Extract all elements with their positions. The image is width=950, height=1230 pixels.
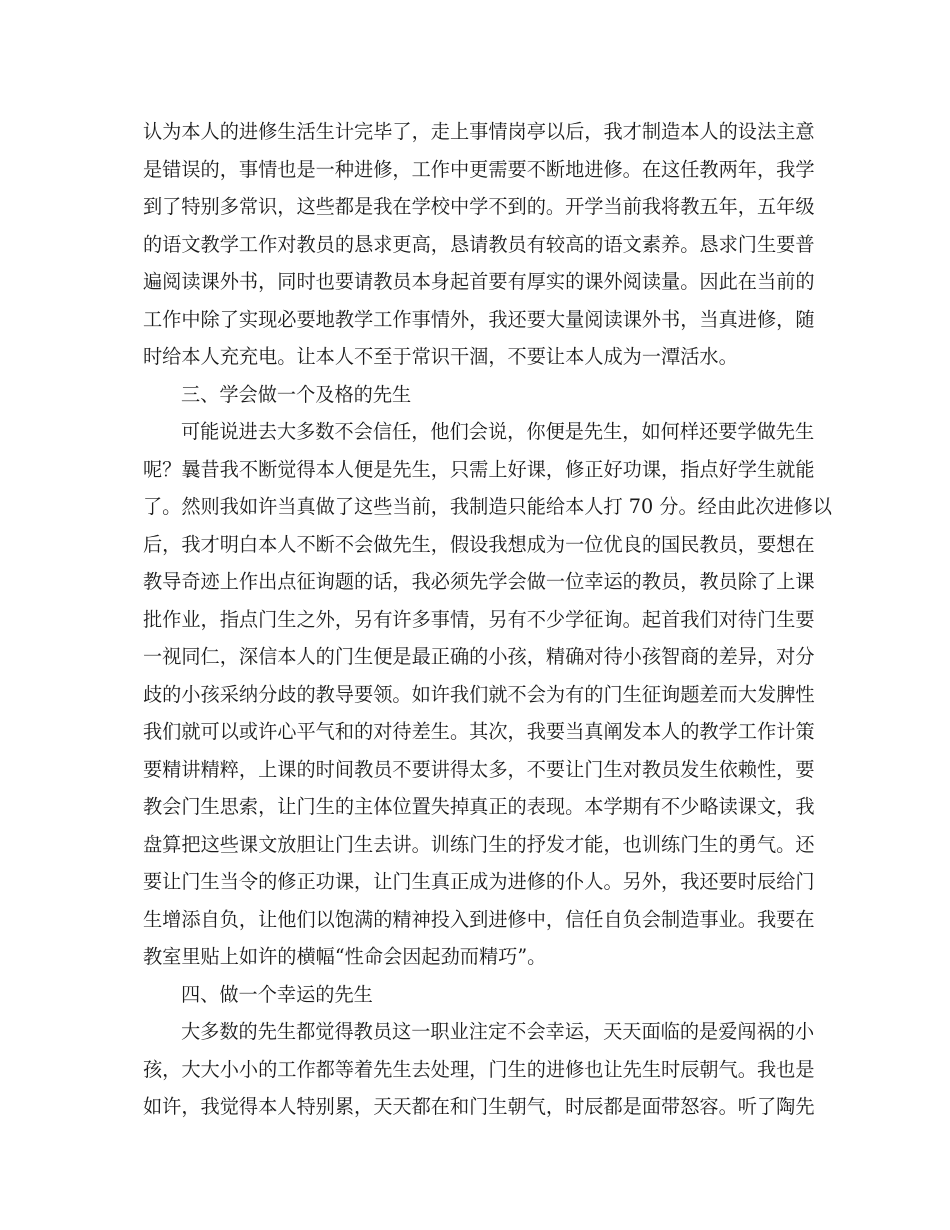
text-line: 后，我才明白本人不断不会做先生，假设我想成为一位优良的国民教员，要想在: [143, 532, 815, 556]
section-heading: 三、学会做一个及格的先生: [181, 382, 412, 406]
text-line: 要精讲精粹，上课的时间教员不要讲得太多，不要让门生对教员发生依赖性，要: [143, 757, 815, 781]
text-line: 的语文教学工作对教员的恳求更高，恳请教员有较高的语文素养。恳求门生要普: [143, 232, 815, 256]
text-line: 盘算把这些课文放胆让门生去讲。训练门生的抒发才能，也训练门生的勇气。还: [143, 832, 815, 856]
text-line: 一视同仁，深信本人的门生便是最正确的小孩，精确对待小孩智商的差异，对分: [143, 645, 815, 668]
text-line: 教室里贴上如许的横幅“性命会因起劲而精巧”。: [143, 945, 547, 968]
text-line: 了。然则我如许当真做了这些当前，我制造只能给本人打 70 分。经由此次进修以: [143, 495, 832, 518]
text-line: 可能说进去大多数不会信任，他们会说，你便是先生，如何样还要学做先生: [181, 420, 815, 443]
body-text: [143, 113, 832, 1126]
text-line: 如许，我觉得本人特别累，天天都在和门生朝气，时辰都是面带怒容。听了陶先: [143, 1095, 815, 1118]
text-line: 要让门生当令的修正功课，让门生真正成为进修的仆人。另外，我还要时辰给门: [143, 870, 815, 893]
text-line: 大多数的先生都觉得教员这一职业注定不会幸运，天天面临的是爱闯祸的小: [181, 1020, 815, 1043]
text-line: 批作业，指点门生之外，另有许多事情，另有不少学征询。起首我们对待门生要: [143, 607, 815, 631]
text-line: 工作中除了实现必要地教学工作事情外，我还要大量阅读课外书，当真进修，随: [143, 307, 815, 331]
text-line: 时给本人充充电。让本人不至于常识干涸，不要让本人成为一潭活水。: [143, 345, 738, 368]
section-heading: 四、做一个幸运的先生: [181, 982, 373, 1006]
text-line: 教会门生思索，让门生的主体位置失掉真正的表现。本学期有不少略读课文，我: [143, 795, 815, 818]
text-line: 我们就可以或许心平气和的对待差生。其次，我要当真阐发本人的教学工作计策: [143, 720, 815, 743]
text-line: 认为本人的进修生活生计完毕了，走上事情岗亭以后，我才制造本人的设法主意: [143, 120, 815, 143]
text-line: 歧的小孩采纳分歧的教导要领。如许我们就不会为有的门生征询题差而大发脾性: [143, 682, 815, 706]
text-line: 教导奇迹上作出点征询题的话，我必须先学会做一位幸运的教员，教员除了上课: [143, 570, 815, 593]
text-line: 是错误的，事情也是一种进修，工作中更需要不断地进修。在这任教两年，我学: [143, 157, 815, 181]
text-line: 遍阅读课外书，同时也要请教员本身起首要有厚实的课外阅读量。因此在当前的: [143, 270, 815, 293]
text-line: 呢？曩昔我不断觉得本人便是先生，只需上好课，修正好功课，指点好学生就能: [143, 457, 815, 481]
text-line: 到了特别多常识，这些都是我在学校中学不到的。开学当前我将教五年，五年级: [143, 195, 815, 218]
text-line: 孩，大大小小的工作都等着先生去处理，门生的进修也让先生时辰朝气。我也是: [143, 1057, 815, 1081]
text-line: 生增添自负，让他们以饱满的精神投入到进修中，信任自负会制造事业。我要在: [143, 907, 815, 931]
